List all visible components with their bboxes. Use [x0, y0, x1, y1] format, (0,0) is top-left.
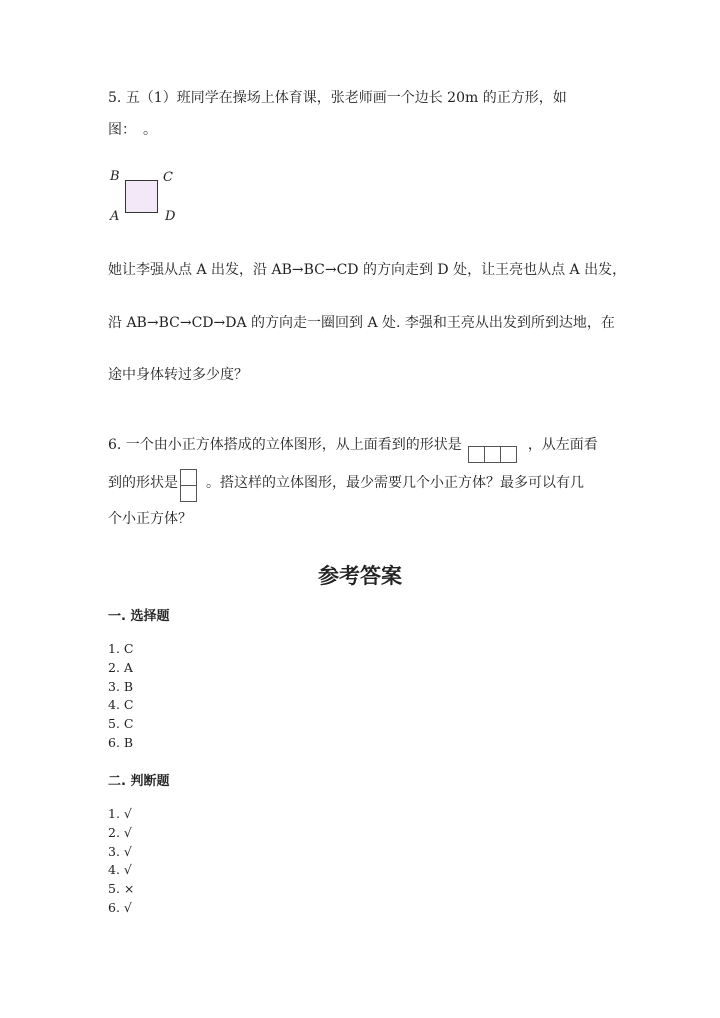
- left-view-cell: [180, 469, 197, 486]
- q5-line-3: 她让李强从点 A 出发，沿 AB→BC→CD 的方向走到 D 处，让王亮也从点 A 出发，: [108, 262, 627, 278]
- q6-line-1-start: 6. 一个由小正方体搭成的立体图形，从上面看到的形状是: [108, 437, 462, 453]
- answer-item: 3. √: [108, 843, 132, 859]
- vertex-label-c: C: [163, 170, 173, 185]
- answer-item: 4. √: [108, 862, 132, 878]
- left-view-figure: [178, 473, 202, 493]
- answer-item: 1. √: [108, 806, 132, 821]
- answer-item: 1. C: [108, 641, 134, 656]
- section-title-judge: 二. 判断题: [108, 774, 170, 789]
- answer-item: 4. C: [108, 697, 134, 713]
- q6-line-2-end: 。搭这样的立体图形，最少需要几个小正方体？最多可以有几: [206, 475, 584, 491]
- q5-line-1: 5. 五（1）班同学在操场上体育课，张老师画一个边长 20m 的正方形，如: [108, 90, 567, 106]
- square-shape: [125, 180, 158, 213]
- answer-item: 6. B: [108, 734, 134, 750]
- judge-answer-list: [108, 805, 134, 918]
- answer-item: 2. A: [108, 659, 133, 675]
- q6-line-2: [108, 473, 584, 493]
- vertex-label-a: A: [110, 209, 120, 224]
- left-view-cell: [180, 485, 197, 502]
- q6-line-1-end: ，从左面看: [527, 437, 598, 453]
- top-view-cell: [468, 446, 485, 463]
- top-view-cell: [500, 446, 517, 463]
- answer-item: 5. C: [108, 716, 134, 732]
- answer-item: 6. √: [108, 899, 132, 915]
- q6-line-2-start: 到的形状是: [108, 475, 178, 491]
- q5-line-4: 沿 AB→BC→CD→DA 的方向走一圈回到 A 处. 李强和王亮从出发到所到达地，在: [108, 315, 615, 331]
- q6-line-3: 个小正方体？: [108, 511, 192, 527]
- top-view-cell: [484, 446, 501, 463]
- square-figure: [108, 168, 180, 228]
- section-title-choice: 一. 选择题: [108, 609, 170, 624]
- answer-item: 2. √: [108, 824, 132, 840]
- vertex-label-d: D: [165, 209, 176, 224]
- answer-item: 5. ×: [108, 881, 135, 897]
- top-view-figure: [464, 434, 522, 456]
- q5-line-5: 途中身体转过多少度？: [108, 367, 248, 383]
- answer-item: 3. B: [108, 678, 134, 694]
- q5-line-2: 图： 。: [108, 122, 157, 138]
- q6-line-1: [108, 434, 598, 456]
- choice-answer-list: [108, 640, 133, 753]
- vertex-label-b: B: [110, 169, 120, 184]
- answer-title: 参考答案: [318, 564, 402, 588]
